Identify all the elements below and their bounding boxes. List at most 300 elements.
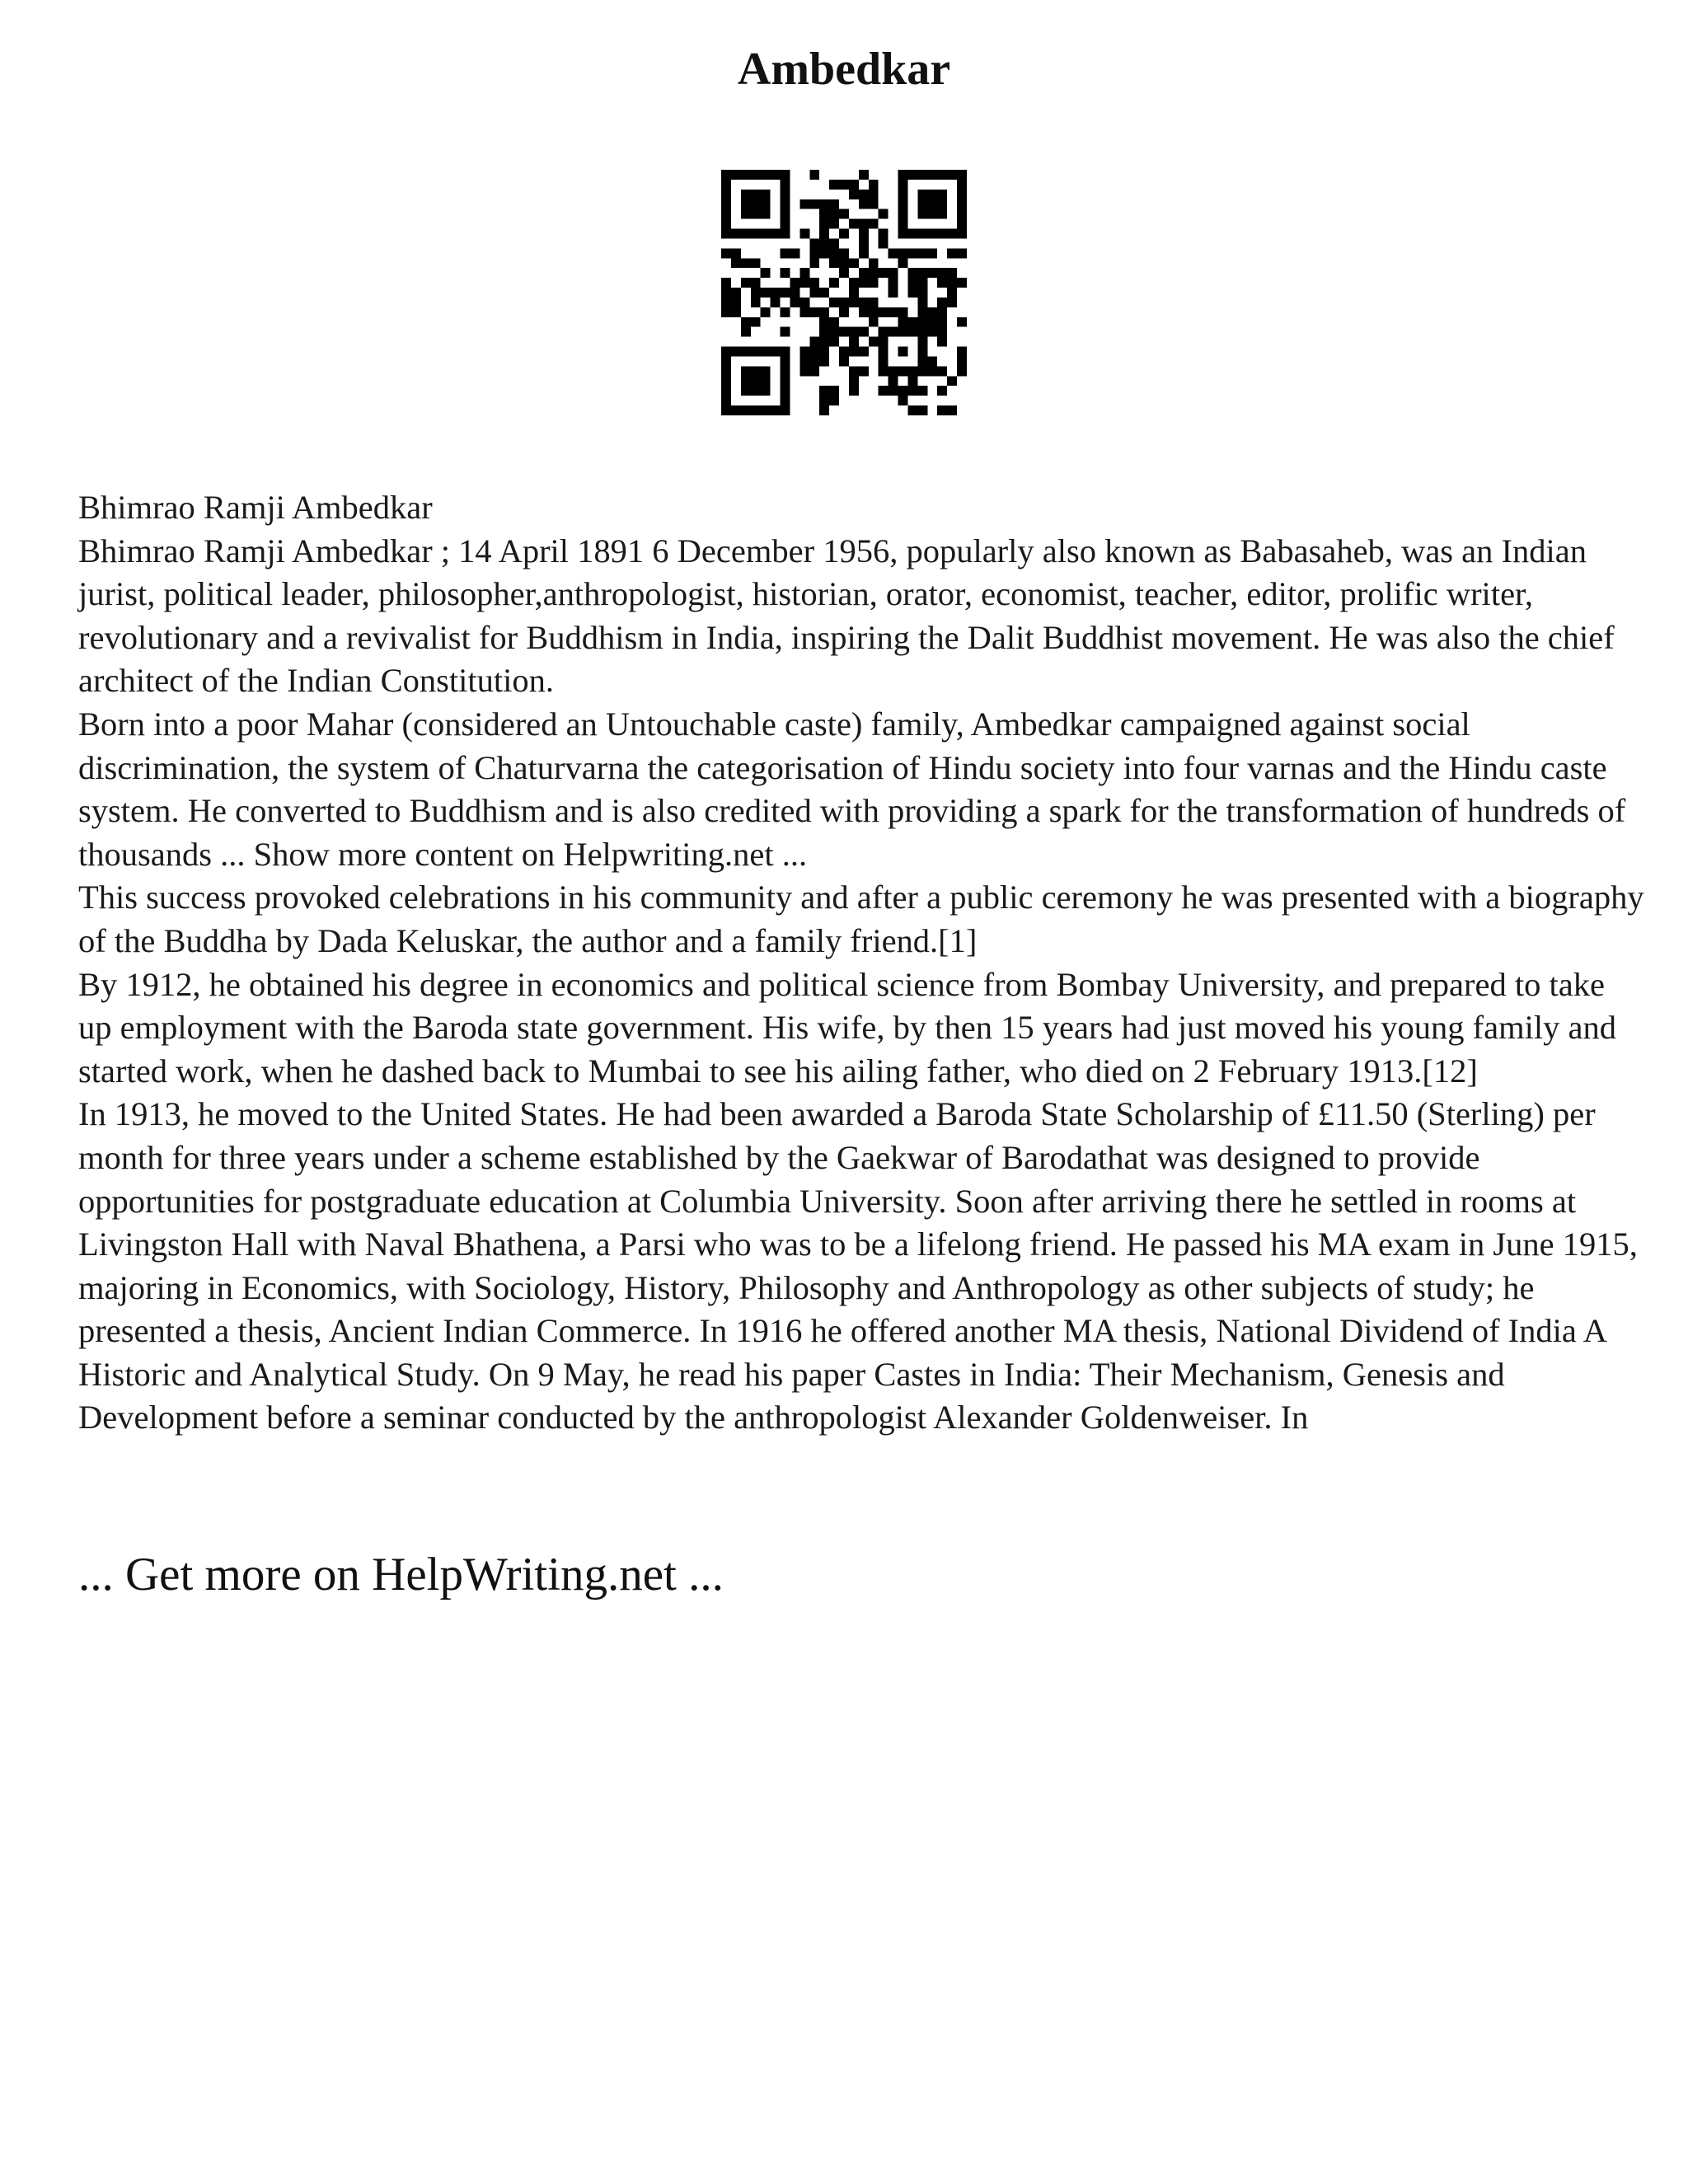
- qr-module: [937, 327, 947, 337]
- qr-module: [917, 278, 927, 288]
- qr-module: [849, 180, 859, 190]
- body-paragraph: By 1912, he obtained his degree in economics and political science from Bombay University, and prepared to take up employment with the Baroda state government. His wife, by then 15 years had just moved his young family and started work, when he dashed back to Mumbai to see his ailing father, who died on 2 February 1913.[12]: [78, 965, 1617, 1090]
- qr-module: [879, 356, 889, 366]
- qr-module: [917, 190, 927, 199]
- qr-module: [741, 278, 751, 288]
- qr-module: [839, 180, 849, 190]
- qr-module: [809, 258, 819, 268]
- qr-module: [869, 219, 879, 229]
- qr-module: [781, 190, 790, 199]
- qr-module: [819, 347, 829, 357]
- qr-module: [809, 347, 819, 357]
- qr-module: [917, 317, 927, 327]
- qr-module: [947, 278, 957, 288]
- qr-module: [937, 268, 947, 278]
- qr-module: [957, 209, 967, 219]
- qr-module: [937, 405, 947, 415]
- qr-module: [917, 170, 927, 180]
- qr-module: [781, 327, 790, 337]
- qr-module: [947, 288, 957, 298]
- qr-module: [879, 229, 889, 239]
- qr-module: [819, 238, 829, 248]
- qr-module: [849, 337, 859, 347]
- qr-module: [869, 190, 879, 199]
- get-more-link[interactable]: ... Get more on HelpWriting.net ...: [78, 1549, 724, 1601]
- qr-module: [799, 356, 809, 366]
- qr-module: [721, 288, 731, 298]
- qr-module: [819, 229, 829, 239]
- qr-module: [898, 317, 908, 327]
- qr-module: [721, 180, 731, 190]
- qr-module: [829, 209, 839, 219]
- qr-module: [809, 288, 819, 298]
- qr-module: [889, 248, 898, 258]
- qr-module: [799, 307, 809, 317]
- qr-module: [751, 229, 761, 239]
- qr-module: [849, 347, 859, 357]
- qr-module: [849, 376, 859, 386]
- qr-module: [731, 170, 741, 180]
- qr-module: [781, 248, 790, 258]
- qr-module: [869, 298, 879, 307]
- qr-module: [869, 317, 879, 327]
- qr-module: [771, 405, 781, 415]
- qr-module: [957, 347, 967, 357]
- qr-module: [829, 248, 839, 258]
- qr-module: [751, 317, 761, 327]
- qr-module: [781, 268, 790, 278]
- qr-module: [898, 209, 908, 219]
- qr-module: [809, 170, 819, 180]
- qr-module: [937, 317, 947, 327]
- qr-module: [869, 268, 879, 278]
- qr-module: [741, 347, 751, 357]
- qr-module: [809, 307, 819, 317]
- qr-module: [849, 366, 859, 376]
- qr-module: [849, 278, 859, 288]
- qr-module: [721, 248, 731, 258]
- qr-module: [741, 327, 751, 337]
- qr-module: [907, 405, 917, 415]
- qr-module: [751, 258, 761, 268]
- qr-module: [937, 229, 947, 239]
- qr-module: [781, 405, 790, 415]
- qr-module: [907, 327, 917, 337]
- qr-module: [741, 199, 751, 209]
- qr-module: [889, 288, 898, 298]
- qr-module: [751, 366, 761, 376]
- qr-module: [907, 229, 917, 239]
- qr-module: [751, 386, 761, 396]
- qr-module: [790, 298, 799, 307]
- qr-module: [917, 347, 927, 357]
- qr-module: [927, 229, 937, 239]
- qr-module: [809, 248, 819, 258]
- qr-module: [721, 386, 731, 396]
- qr-module: [869, 337, 879, 347]
- qr-module: [839, 268, 849, 278]
- qr-module: [809, 356, 819, 366]
- qr-module: [859, 327, 869, 337]
- qr-module: [898, 347, 908, 357]
- qr-module: [771, 288, 781, 298]
- qr-module: [741, 209, 751, 219]
- qr-module: [741, 366, 751, 376]
- qr-module: [839, 298, 849, 307]
- qr-module: [829, 180, 839, 190]
- qr-module: [907, 366, 917, 376]
- qr-module: [859, 229, 869, 239]
- qr-module: [829, 317, 839, 327]
- qr-module: [859, 347, 869, 357]
- qr-module: [819, 337, 829, 347]
- qr-module: [937, 199, 947, 209]
- qr-module: [790, 278, 799, 288]
- qr-module: [839, 209, 849, 219]
- qr-module: [809, 337, 819, 347]
- qr-module: [917, 248, 927, 258]
- qr-module: [859, 268, 869, 278]
- qr-module: [927, 199, 937, 209]
- qr-module: [839, 248, 849, 258]
- qr-module: [721, 278, 731, 288]
- qr-module: [781, 366, 790, 376]
- qr-module: [947, 248, 957, 258]
- qr-module: [751, 199, 761, 209]
- qr-module: [761, 268, 771, 278]
- qr-module: [849, 219, 859, 229]
- qr-module: [781, 199, 790, 209]
- qr-module: [947, 298, 957, 307]
- qr-module: [751, 347, 761, 357]
- qr-module: [898, 386, 908, 396]
- qr-module: [761, 405, 771, 415]
- qr-module: [731, 298, 741, 307]
- qr-module: [869, 258, 879, 268]
- qr-module: [889, 268, 898, 278]
- qr-module: [889, 307, 898, 317]
- qr-module: [917, 199, 927, 209]
- qr-module: [721, 190, 731, 199]
- qr-module: [957, 248, 967, 258]
- qr-module: [859, 199, 869, 209]
- qr-module: [790, 288, 799, 298]
- qr-module: [849, 327, 859, 337]
- qr-module: [741, 190, 751, 199]
- qr-module: [731, 307, 741, 317]
- qr-module: [898, 229, 908, 239]
- qr-module: [917, 366, 927, 376]
- qr-module: [869, 199, 879, 209]
- qr-module: [889, 327, 898, 337]
- qr-module: [839, 327, 849, 337]
- qr-module: [761, 170, 771, 180]
- qr-module: [839, 258, 849, 268]
- qr-module: [879, 386, 889, 396]
- qr-module: [889, 278, 898, 288]
- qr-module: [927, 356, 937, 366]
- qr-module: [721, 298, 731, 307]
- qr-module: [859, 307, 869, 317]
- qr-module: [907, 170, 917, 180]
- qr-module: [859, 298, 869, 307]
- qr-module: [799, 298, 809, 307]
- qr-module: [917, 405, 927, 415]
- qr-module: [781, 376, 790, 386]
- qr-module: [781, 229, 790, 239]
- qr-module: [751, 278, 761, 288]
- qr-module: [927, 209, 937, 219]
- qr-module: [741, 317, 751, 327]
- qr-module: [829, 219, 839, 229]
- qr-module: [898, 190, 908, 199]
- qr-module: [721, 356, 731, 366]
- qr-module: [917, 288, 927, 298]
- qr-module: [859, 278, 869, 288]
- page-title: Ambedkar: [737, 44, 951, 95]
- qr-module: [898, 307, 908, 317]
- qr-module: [741, 386, 751, 396]
- qr-module: [879, 327, 889, 337]
- qr-module: [879, 347, 889, 357]
- qr-module: [829, 327, 839, 337]
- qr-module: [869, 307, 879, 317]
- qr-module: [889, 376, 898, 386]
- qr-module: [898, 366, 908, 376]
- qr-module: [731, 258, 741, 268]
- qr-module: [751, 405, 761, 415]
- qr-module: [947, 229, 957, 239]
- qr-module: [907, 288, 917, 298]
- qr-module: [898, 180, 908, 190]
- qr-module: [741, 258, 751, 268]
- qr-module: [957, 180, 967, 190]
- qr-module: [809, 278, 819, 288]
- qr-module: [721, 396, 731, 405]
- qr-module: [907, 278, 917, 288]
- qr-module: [721, 347, 731, 357]
- qr-module: [799, 229, 809, 239]
- qr-module: [819, 209, 829, 219]
- qr-module: [879, 337, 889, 347]
- qr-module: [731, 248, 741, 258]
- qr-module: [839, 347, 849, 357]
- qr-module: [761, 376, 771, 386]
- qr-module: [819, 307, 829, 317]
- qr-module: [741, 376, 751, 386]
- qr-module: [741, 229, 751, 239]
- qr-module: [898, 258, 908, 268]
- qr-module: [819, 199, 829, 209]
- qr-module: [947, 170, 957, 180]
- qr-module: [917, 298, 927, 307]
- qr-module: [781, 396, 790, 405]
- qr-module: [761, 229, 771, 239]
- qr-module: [781, 288, 790, 298]
- body-paragraph: In 1913, he moved to the United States. He had been awarded a Baroda State Scholarship of £11.50 (Sterling) per month for three years under a scheme established by the Gaekwar of Barodathat was designed to provide opportunities for postgraduate education at Columbia University. Soon after arriving there he settled in rooms at Livingston Hall with Naval Bhathena, a Parsi who was to be a lifelong friend. He passed his MA exam in June 1915, majoring in Economics, with Sociology, History, Philosophy and Anthropology as other subjects of study; he presented a thesis, Ancient Indian Commerce. In 1916 he offered another MA thesis, National Dividend of India A Historic and Analytical Study. On 9 May, he read his paper Castes in India: Their Mechanism, Genesis and Development before a seminar conducted by the anthropologist Alexander Goldenweiser. In: [78, 1095, 1638, 1436]
- qr-module: [819, 405, 829, 415]
- qr-module: [781, 347, 790, 357]
- qr-module: [721, 170, 731, 180]
- qr-module: [721, 219, 731, 229]
- qr-module: [879, 307, 889, 317]
- qr-module: [907, 248, 917, 258]
- qr-module: [927, 307, 937, 317]
- qr-module: [937, 278, 947, 288]
- qr-module: [799, 366, 809, 376]
- qr-module: [859, 219, 869, 229]
- qr-module: [731, 229, 741, 239]
- qr-module: [781, 307, 790, 317]
- qr-module: [957, 170, 967, 180]
- qr-module: [937, 337, 947, 347]
- qr-module: [927, 170, 937, 180]
- qr-module: [889, 386, 898, 396]
- qr-module: [947, 405, 957, 415]
- qr-module: [957, 199, 967, 209]
- qr-module: [761, 190, 771, 199]
- body-paragraph: Bhimrao Ramji Ambedkar ; 14 April 1891 6 December 1956, popularly also known as Babasaheb, was an Indian jurist, political leader, philosopher,anthropologist, historian, orator, economist, teacher, editor, prolific writer, revolutionary and a revivalist for Buddhism in India, inspiring the Dalit Buddhist movement. He was also the chief architect of the Indian Constitution.: [78, 532, 1615, 700]
- qr-module: [859, 248, 869, 258]
- qr-module: [761, 199, 771, 209]
- qr-module: [957, 219, 967, 229]
- qr-module: [751, 376, 761, 386]
- qr-module: [781, 356, 790, 366]
- qr-module: [829, 258, 839, 268]
- qr-module: [761, 386, 771, 396]
- qr-module: [809, 238, 819, 248]
- qr-module: [819, 248, 829, 258]
- qr-module: [829, 298, 839, 307]
- qr-module: [761, 366, 771, 376]
- qr-module: [859, 190, 869, 199]
- qr-module: [859, 366, 869, 376]
- qr-module: [839, 307, 849, 317]
- qr-module: [879, 366, 889, 376]
- qr-module: [761, 347, 771, 357]
- qr-module: [937, 307, 947, 317]
- qr-module: [957, 190, 967, 199]
- qr-module: [907, 376, 917, 386]
- qr-module: [898, 170, 908, 180]
- qr-code-graphic: [721, 170, 967, 415]
- qr-module: [819, 288, 829, 298]
- qr-module: [771, 298, 781, 307]
- qr-module: [879, 268, 889, 278]
- qr-module: [898, 327, 908, 337]
- qr-module: [907, 268, 917, 278]
- qr-module: [781, 219, 790, 229]
- qr-module: [898, 199, 908, 209]
- qr-module: [917, 327, 927, 337]
- qr-module: [761, 307, 771, 317]
- qr-code-icon: [721, 170, 967, 415]
- qr-module: [937, 366, 947, 376]
- qr-module: [927, 248, 937, 258]
- qr-module: [859, 170, 869, 180]
- qr-module: [957, 356, 967, 366]
- qr-module: [907, 386, 917, 396]
- qr-module: [937, 190, 947, 199]
- qr-module: [741, 405, 751, 415]
- qr-module: [869, 278, 879, 288]
- qr-module: [898, 248, 908, 258]
- qr-module: [781, 386, 790, 396]
- qr-module: [819, 356, 829, 366]
- qr-module: [829, 396, 839, 405]
- qr-module: [721, 405, 731, 415]
- qr-module: [849, 386, 859, 396]
- qr-module: [829, 386, 839, 396]
- qr-module: [790, 248, 799, 258]
- qr-module: [957, 229, 967, 239]
- qr-module: [947, 268, 957, 278]
- qr-module: [849, 288, 859, 298]
- qr-module: [917, 356, 927, 366]
- qr-module: [839, 229, 849, 239]
- qr-module: [721, 376, 731, 386]
- qr-module: [927, 190, 937, 199]
- qr-module: [829, 199, 839, 209]
- qr-module: [937, 209, 947, 219]
- qr-module: [751, 170, 761, 180]
- qr-module: [917, 337, 927, 347]
- qr-module: [771, 170, 781, 180]
- qr-module: [799, 278, 809, 288]
- body-paragraph: This success provoked celebrations in his community and after a public ceremony he was presented with a biography of the Buddha by Dada Keluskar, the author and a family friend.[1]: [78, 879, 1644, 959]
- qr-module: [819, 396, 829, 405]
- qr-module: [731, 405, 741, 415]
- qr-module: [731, 288, 741, 298]
- qr-module: [917, 229, 927, 239]
- qr-module: [947, 376, 957, 386]
- qr-module: [721, 199, 731, 209]
- qr-module: [898, 219, 908, 229]
- qr-module: [819, 219, 829, 229]
- qr-module: [829, 238, 839, 248]
- qr-module: [809, 366, 819, 376]
- qr-module: [849, 258, 859, 268]
- qr-module: [741, 170, 751, 180]
- qr-module: [799, 199, 809, 209]
- qr-module: [927, 327, 937, 337]
- qr-module: [781, 180, 790, 190]
- body-paragraph: Born into a poor Mahar (considered an Untouchable caste) family, Ambedkar campaigned against social discrimination, the system of Chaturvarna the categorisation of Hindu society into four varnas and the Hindu caste system. He converted to Buddhism and is also credited with providing a spark for the transformation of hundreds of thousands ... Show more content on Helpwriting.net ...: [78, 705, 1626, 873]
- qr-module: [927, 366, 937, 376]
- qr-module: [839, 356, 849, 366]
- qr-module: [917, 386, 927, 396]
- qr-module: [859, 238, 869, 248]
- body-paragraph: Bhimrao Ramji Ambedkar: [78, 489, 433, 526]
- qr-module: [721, 229, 731, 239]
- qr-module: [917, 209, 927, 219]
- qr-module: [799, 268, 809, 278]
- qr-module: [879, 209, 889, 219]
- qr-module: [809, 199, 819, 209]
- qr-module: [889, 366, 898, 376]
- qr-module: [751, 298, 761, 307]
- qr-module: [751, 190, 761, 199]
- qr-module: [761, 288, 771, 298]
- qr-module: [898, 396, 908, 405]
- qr-module: [937, 170, 947, 180]
- qr-module: [907, 317, 917, 327]
- qr-module: [761, 209, 771, 219]
- qr-module: [927, 268, 937, 278]
- qr-module: [829, 337, 839, 347]
- qr-module: [731, 347, 741, 357]
- qr-module: [927, 317, 937, 327]
